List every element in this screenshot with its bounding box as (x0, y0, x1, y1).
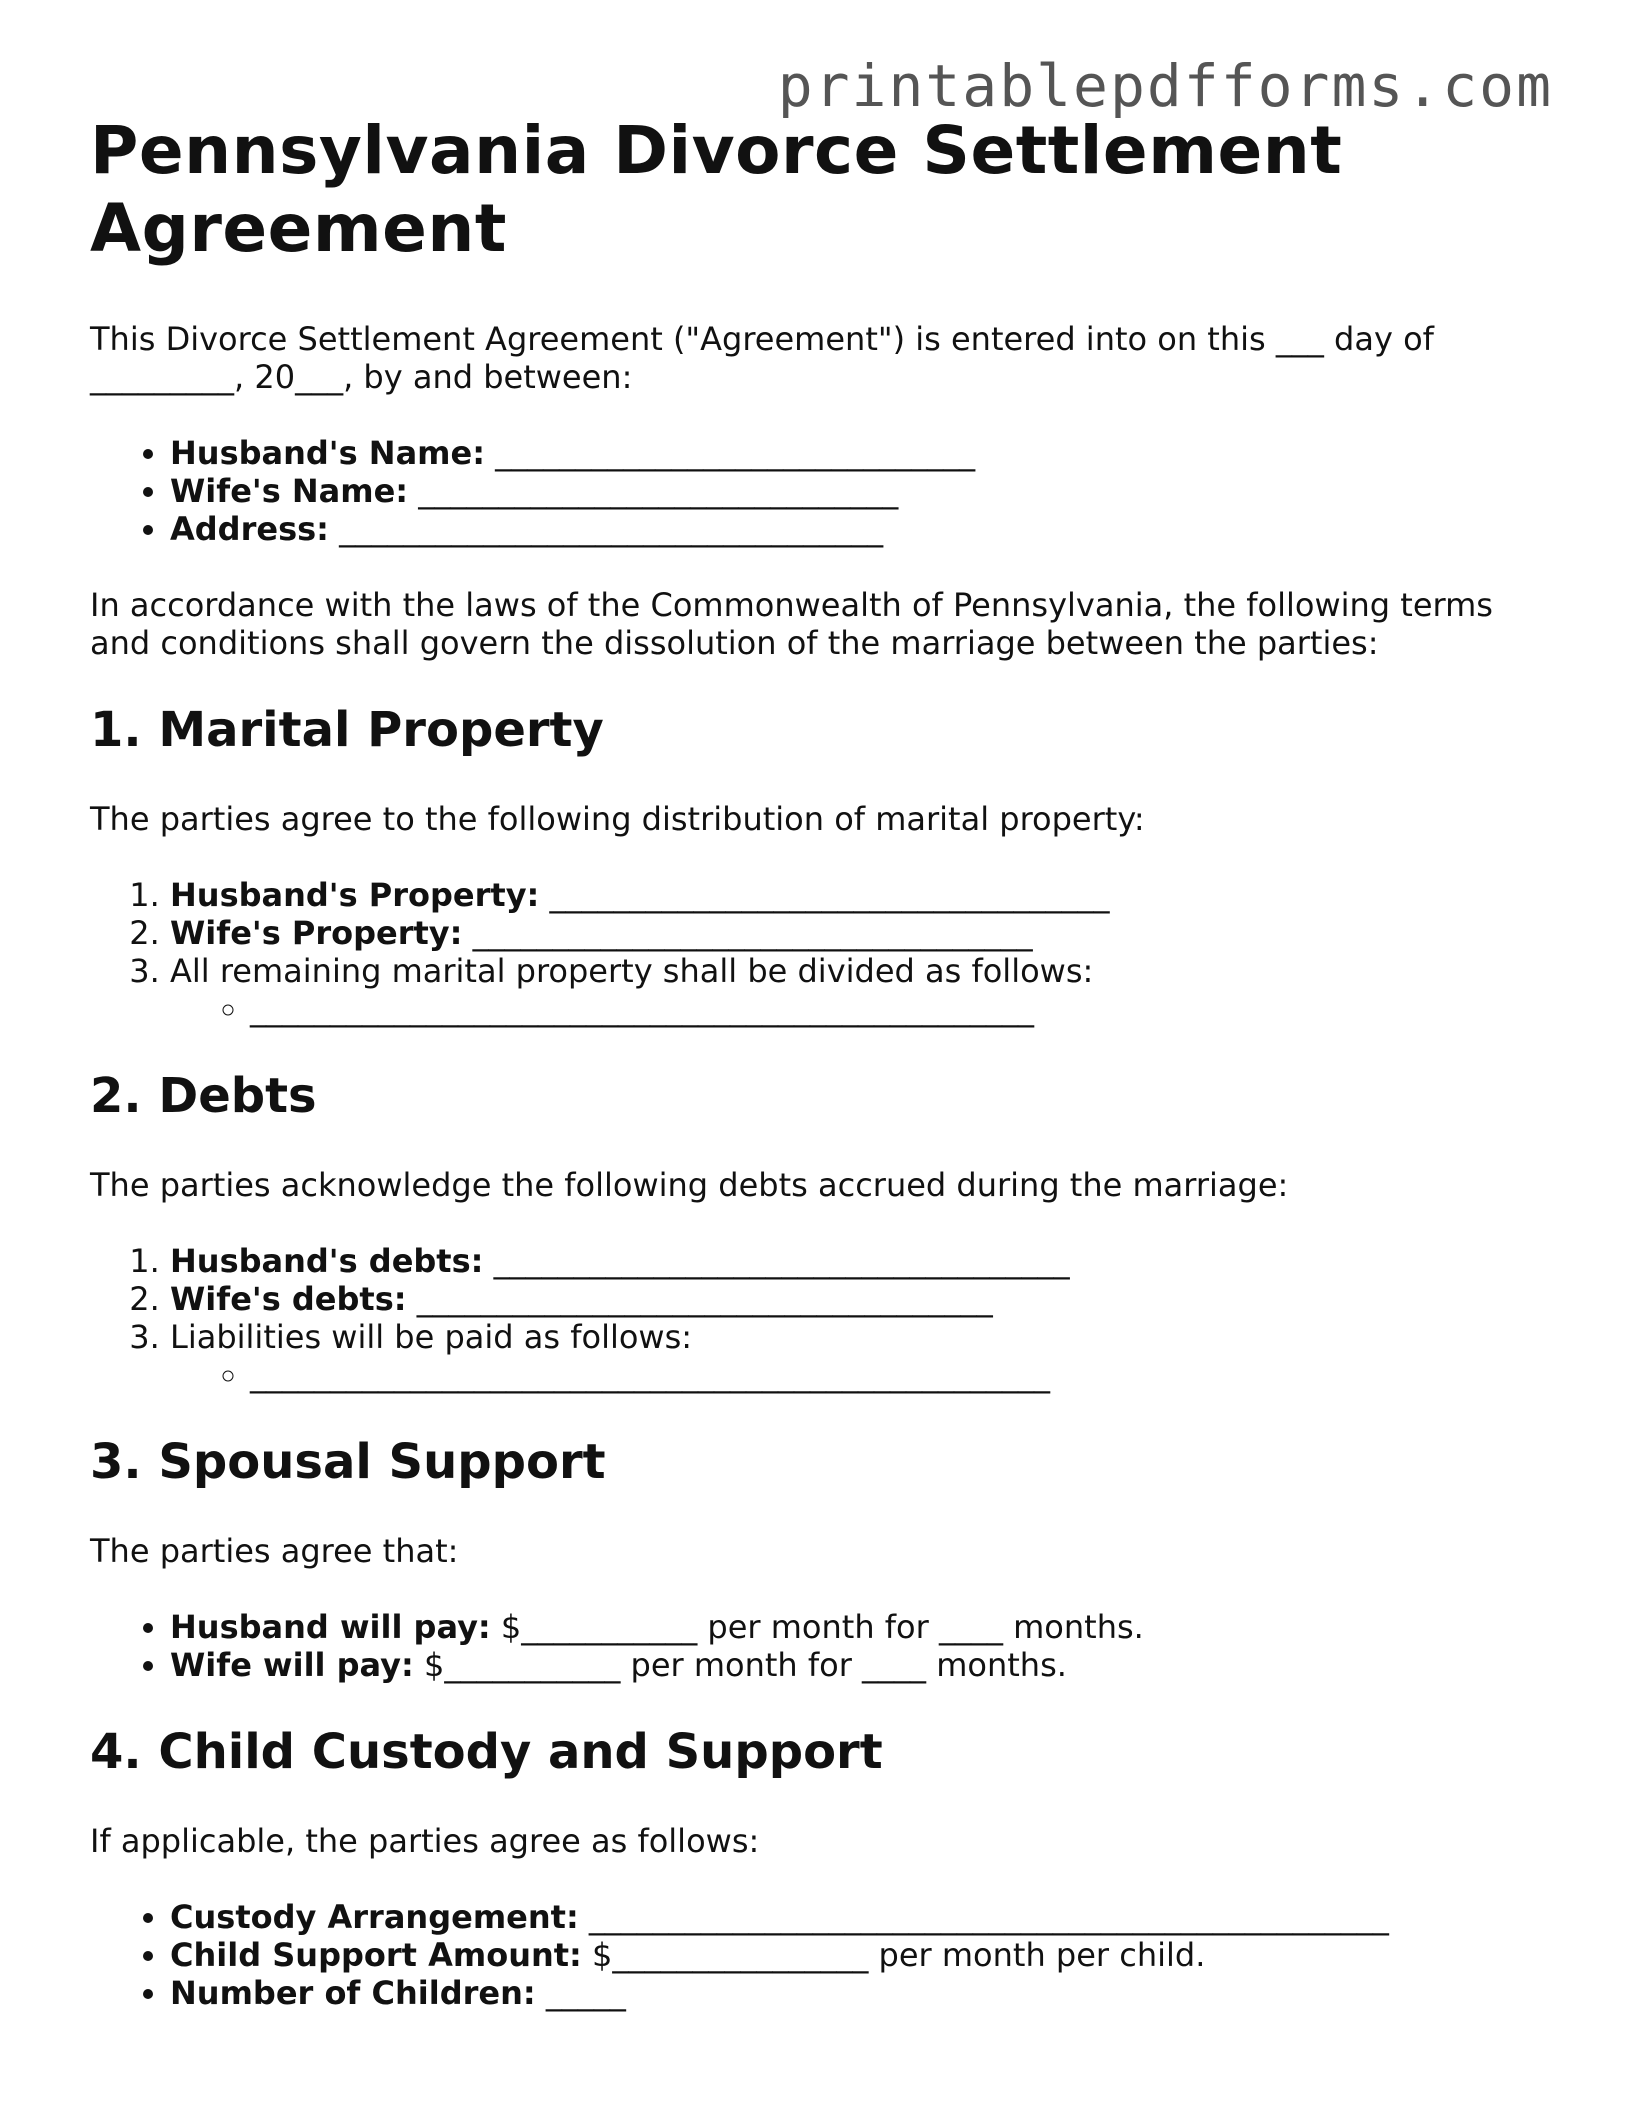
wife-name-field[interactable] (170, 472, 1510, 510)
field-label: Address: (170, 510, 329, 548)
field-blank[interactable]: ____________________________________ (493, 1242, 1070, 1280)
field-label: Custody Arrangement: (170, 1898, 579, 1936)
number-of-children-field[interactable] (170, 1974, 1510, 2012)
field-label: Wife's Name: (170, 472, 409, 510)
field-blank[interactable]: ____________________________________ (416, 1280, 993, 1318)
remaining-property-sublist (170, 990, 1510, 1028)
debts-list (90, 1242, 1510, 1394)
field-blank[interactable]: __________________________________ (339, 510, 884, 548)
watermark: printablepdfforms.com (777, 52, 1553, 120)
section-heading-spousal-support: 3. Spousal Support (90, 1434, 606, 1490)
husband-payment-field[interactable] (170, 1608, 1510, 1646)
liabilities-blank[interactable]: ◦ __________________________________________________ (250, 1356, 1510, 1394)
section-text: The parties agree to the following distribution of marital property: (90, 800, 1145, 838)
section-heading-child-custody: 4. Child Custody and Support (90, 1724, 883, 1780)
husband-debts-field[interactable] (170, 1242, 1510, 1280)
item-text: Liabilities will be paid as follows: (170, 1318, 693, 1356)
item-text: All remaining marital property shall be divided as follows: (170, 952, 1094, 990)
spousal-support-list (90, 1608, 1510, 1684)
field-label: Husband's Property: (170, 876, 540, 914)
field-label: Wife's Property: (170, 914, 463, 952)
section-text: The parties agree that: (90, 1532, 459, 1570)
intro-paragraph: This Divorce Settlement Agreement ("Agreement") is entered into on this ___ day of _________, 20___, by and between: (90, 320, 1434, 396)
remaining-property-item (170, 952, 1510, 1028)
field-blank[interactable]: $___________ per month for ____ months. (423, 1646, 1067, 1684)
document-page (90, 112, 1510, 2050)
field-blank[interactable]: $________________ per month per child. (592, 1936, 1206, 1974)
marital-property-list (90, 876, 1510, 1028)
field-label: Husband's debts: (170, 1242, 484, 1280)
parties-list (90, 434, 1510, 548)
section-text: If applicable, the parties agree as follows: (90, 1822, 760, 1860)
document-title: Pennsylvania Divorce Settlement Agreement (90, 112, 1343, 267)
field-label: Wife's debts: (170, 1280, 407, 1318)
field-blank[interactable]: ___________________________________ (472, 914, 1033, 952)
liabilities-item (170, 1318, 1510, 1394)
field-label: Number of Children: (170, 1974, 536, 2012)
wife-payment-field[interactable] (170, 1646, 1510, 1684)
section-text: The parties acknowledge the following debts accrued during the marriage: (90, 1166, 1289, 1204)
field-blank[interactable]: __________________________________________________ (588, 1898, 1389, 1936)
field-blank[interactable]: ___________________________________ (549, 876, 1110, 914)
section-heading-marital-property: 1. Marital Property (90, 702, 604, 758)
field-blank[interactable]: ______________________________ (418, 472, 899, 510)
husband-name-field[interactable] (170, 434, 1510, 472)
field-label: Husband will pay: (170, 1608, 491, 1646)
address-field[interactable] (170, 510, 1510, 548)
preamble-paragraph: In accordance with the laws of the Commonwealth of Pennsylvania, the following terms and conditions shall govern the dissolution of the marriage between the parties: (90, 586, 1493, 662)
husband-property-field[interactable] (170, 876, 1510, 914)
section-heading-debts: 2. Debts (90, 1068, 317, 1124)
field-blank[interactable]: _____ (545, 1974, 626, 2012)
field-blank[interactable]: ______________________________ (495, 434, 976, 472)
child-support-amount-field[interactable] (170, 1936, 1510, 1974)
wife-debts-field[interactable] (170, 1280, 1510, 1318)
field-label: Wife will pay: (170, 1646, 414, 1684)
field-label: Child Support Amount: (170, 1936, 582, 1974)
remaining-property-blank[interactable]: ◦ _________________________________________________ (250, 990, 1510, 1028)
child-custody-list (90, 1898, 1510, 2012)
custody-arrangement-field[interactable] (170, 1898, 1510, 1936)
field-blank[interactable]: $___________ per month for ____ months. (500, 1608, 1144, 1646)
liabilities-sublist (170, 1356, 1510, 1394)
field-label: Husband's Name: (170, 434, 485, 472)
wife-property-field[interactable] (170, 914, 1510, 952)
